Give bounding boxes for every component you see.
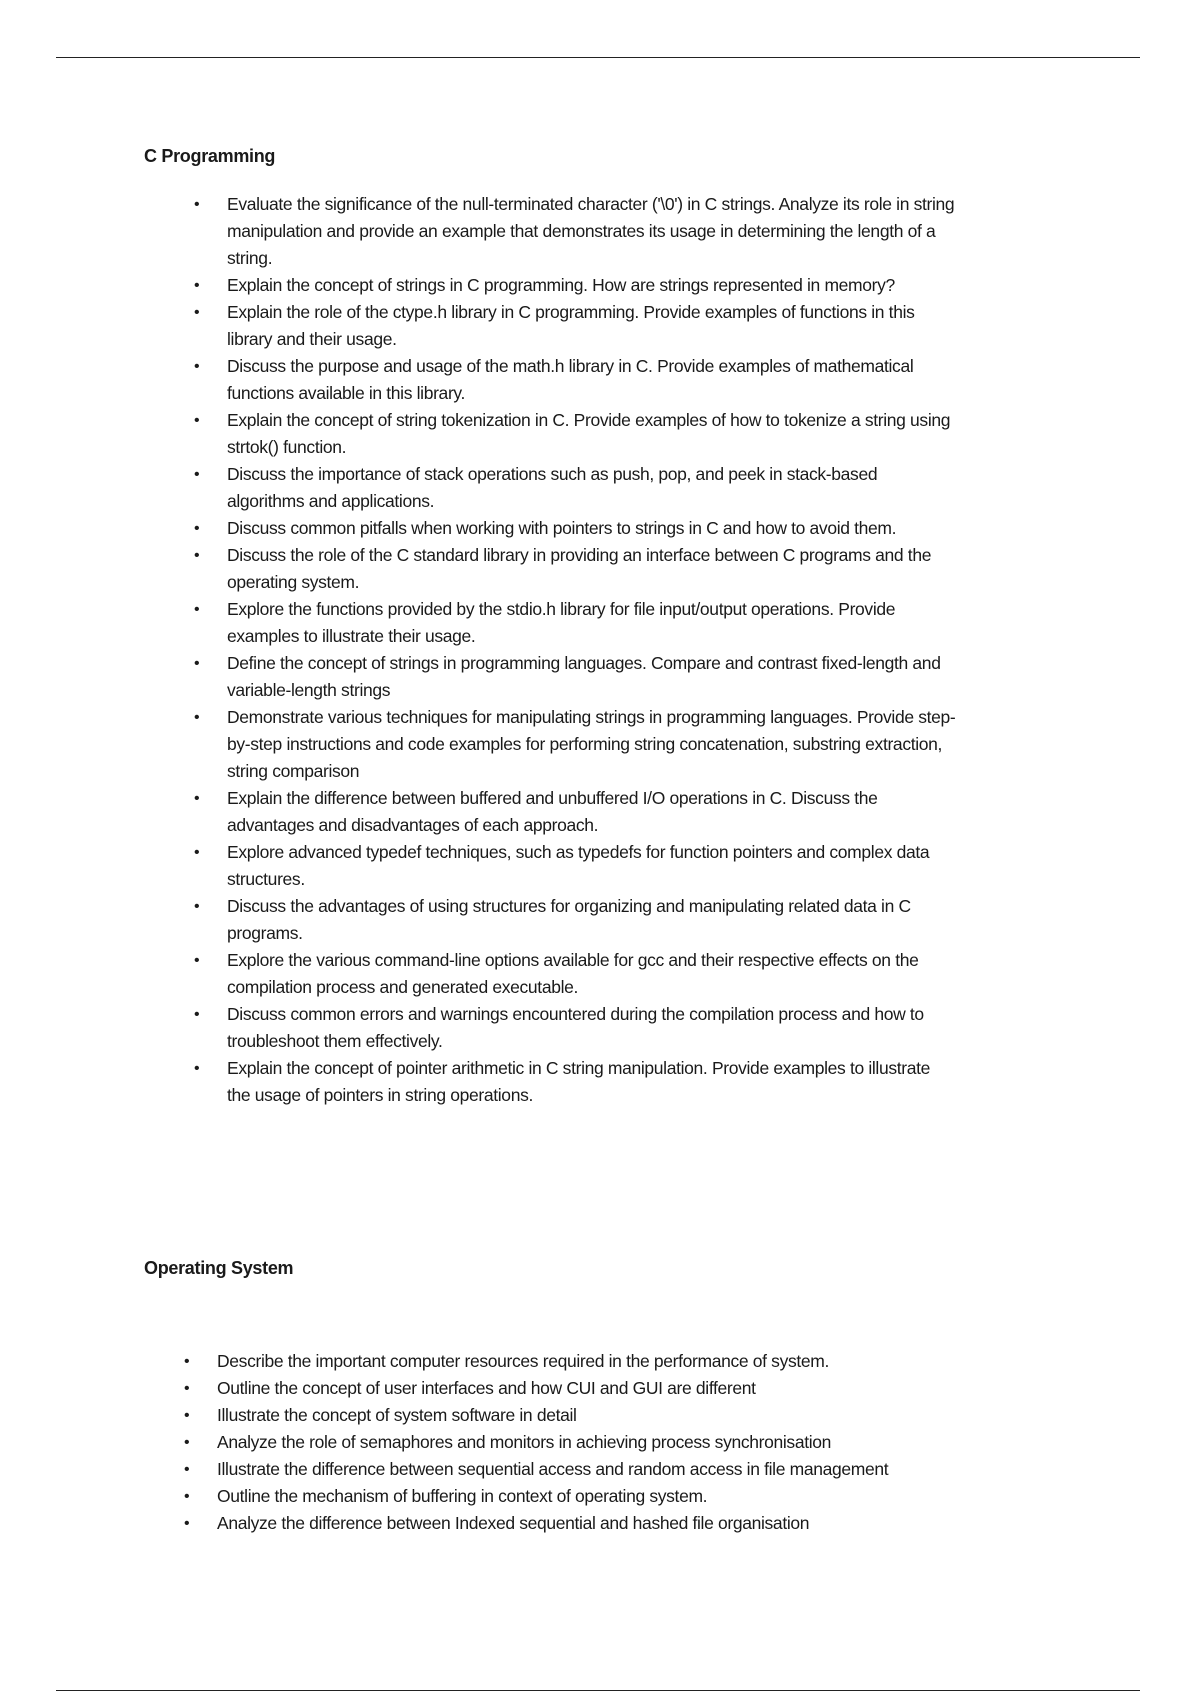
section-heading-c-programming: C Programming bbox=[144, 146, 276, 166]
question-text: Explain the concept of pointer arithmetic in C string manipulation. Provide examples to illustrate the usage of pointers in string operations. bbox=[227, 1058, 931, 1105]
question-text: Define the concept of strings in programming languages. Compare and contrast fixed-length and variable-length strings bbox=[227, 653, 941, 700]
bullet-icon: • bbox=[194, 1060, 200, 1077]
list-item bbox=[194, 191, 957, 272]
question-text: Explore the functions provided by the stdio.h library for file input/output operations. Provide examples to illustrate their usage. bbox=[227, 599, 896, 646]
bullet-icon: • bbox=[194, 1006, 200, 1023]
question-text: Describe the important computer resources required in the performance of system. bbox=[217, 1351, 830, 1371]
bullet-icon: • bbox=[194, 547, 200, 564]
bullet-icon: • bbox=[184, 1461, 190, 1478]
list-item bbox=[194, 596, 957, 650]
question-text: Illustrate the difference between sequential access and random access in file management bbox=[217, 1459, 889, 1479]
bullet-icon: • bbox=[184, 1380, 190, 1397]
bullet-icon: • bbox=[194, 655, 200, 672]
list-item bbox=[194, 1055, 957, 1109]
header-rule bbox=[56, 57, 1140, 58]
list-item bbox=[194, 407, 957, 461]
list-item bbox=[194, 353, 957, 407]
question-text: Discuss the importance of stack operations such as push, pop, and peek in stack-based algorithms and applications. bbox=[227, 464, 878, 511]
question-text: Explain the concept of strings in C programming. How are strings represented in memory? bbox=[227, 275, 895, 295]
bullet-icon: • bbox=[194, 466, 200, 483]
question-text: Analyze the difference between Indexed sequential and hashed file organisation bbox=[217, 1513, 810, 1533]
question-text: Illustrate the concept of system software in detail bbox=[217, 1405, 577, 1425]
question-text: Explain the difference between buffered and unbuffered I/O operations in C. Discuss the advantages and disadvantages of each approach. bbox=[227, 788, 878, 835]
question-text: Discuss the advantages of using structures for organizing and manipulating related data in C programs. bbox=[227, 896, 911, 943]
question-text: Outline the mechanism of buffering in context of operating system. bbox=[217, 1486, 708, 1506]
question-text: Explain the concept of string tokenization in C. Provide examples of how to tokenize a string using strtok() function. bbox=[227, 410, 951, 457]
list-item bbox=[194, 1001, 957, 1055]
c-programming-question-list bbox=[194, 191, 957, 1109]
list-item bbox=[194, 704, 957, 785]
operating-system-question-list bbox=[184, 1348, 1117, 1537]
question-text: Discuss the role of the C standard library in providing an interface between C programs and the operating system. bbox=[227, 545, 932, 592]
question-text: Analyze the role of semaphores and monitors in achieving process synchronisation bbox=[217, 1432, 832, 1452]
bullet-icon: • bbox=[194, 601, 200, 618]
list-item bbox=[184, 1402, 1117, 1429]
list-item bbox=[194, 515, 957, 542]
bullet-icon: • bbox=[184, 1407, 190, 1424]
bullet-icon: • bbox=[194, 196, 200, 213]
bullet-icon: • bbox=[194, 844, 200, 861]
list-item bbox=[194, 650, 957, 704]
bullet-icon: • bbox=[184, 1488, 190, 1505]
list-item bbox=[194, 893, 957, 947]
section-heading-operating-system: Operating System bbox=[144, 1258, 294, 1278]
list-item bbox=[194, 947, 957, 1001]
bullet-icon: • bbox=[184, 1515, 190, 1532]
list-item bbox=[184, 1510, 1117, 1537]
bullet-icon: • bbox=[194, 412, 200, 429]
bullet-icon: • bbox=[194, 790, 200, 807]
question-text: Outline the concept of user interfaces and how CUI and GUI are different bbox=[217, 1378, 756, 1398]
bullet-icon: • bbox=[194, 358, 200, 375]
question-text: Discuss common errors and warnings encountered during the compilation process and how to troubleshoot them effectively. bbox=[227, 1004, 924, 1051]
list-item bbox=[194, 839, 957, 893]
bullet-icon: • bbox=[194, 304, 200, 321]
question-text: Demonstrate various techniques for manipulating strings in programming languages. Provide step-by-step instructions and code examples for performing string concatenation, substring extraction, string comparison bbox=[227, 707, 956, 781]
bullet-icon: • bbox=[194, 952, 200, 969]
list-item bbox=[184, 1456, 1117, 1483]
list-item bbox=[184, 1429, 1117, 1456]
list-item bbox=[194, 785, 957, 839]
bullet-icon: • bbox=[194, 709, 200, 726]
list-item bbox=[194, 272, 957, 299]
list-item bbox=[184, 1375, 1117, 1402]
list-item bbox=[194, 461, 957, 515]
question-text: Explore advanced typedef techniques, such as typedefs for function pointers and complex data structures. bbox=[227, 842, 930, 889]
question-text: Evaluate the significance of the null-terminated character ('\0') in C strings. Analyze its role in string manipulation and provide an example that demonstrates its usage in determining the length of a string. bbox=[227, 194, 955, 268]
list-item bbox=[194, 299, 957, 353]
question-text: Explore the various command-line options available for gcc and their respective effects on the compilation process and generated executable. bbox=[227, 950, 919, 997]
question-text: Explain the role of the ctype.h library in C programming. Provide examples of functions in this library and their usage. bbox=[227, 302, 915, 349]
list-item bbox=[184, 1348, 1117, 1375]
bullet-icon: • bbox=[194, 520, 200, 537]
list-item bbox=[194, 542, 957, 596]
bullet-icon: • bbox=[184, 1353, 190, 1370]
question-text: Discuss the purpose and usage of the math.h library in C. Provide examples of mathematical functions available in this library. bbox=[227, 356, 914, 403]
footer-rule bbox=[56, 1690, 1140, 1691]
bullet-icon: • bbox=[194, 898, 200, 915]
bullet-icon: • bbox=[184, 1434, 190, 1451]
question-text: Discuss common pitfalls when working with pointers to strings in C and how to avoid them. bbox=[227, 518, 897, 538]
bullet-icon: • bbox=[194, 277, 200, 294]
list-item bbox=[184, 1483, 1117, 1510]
